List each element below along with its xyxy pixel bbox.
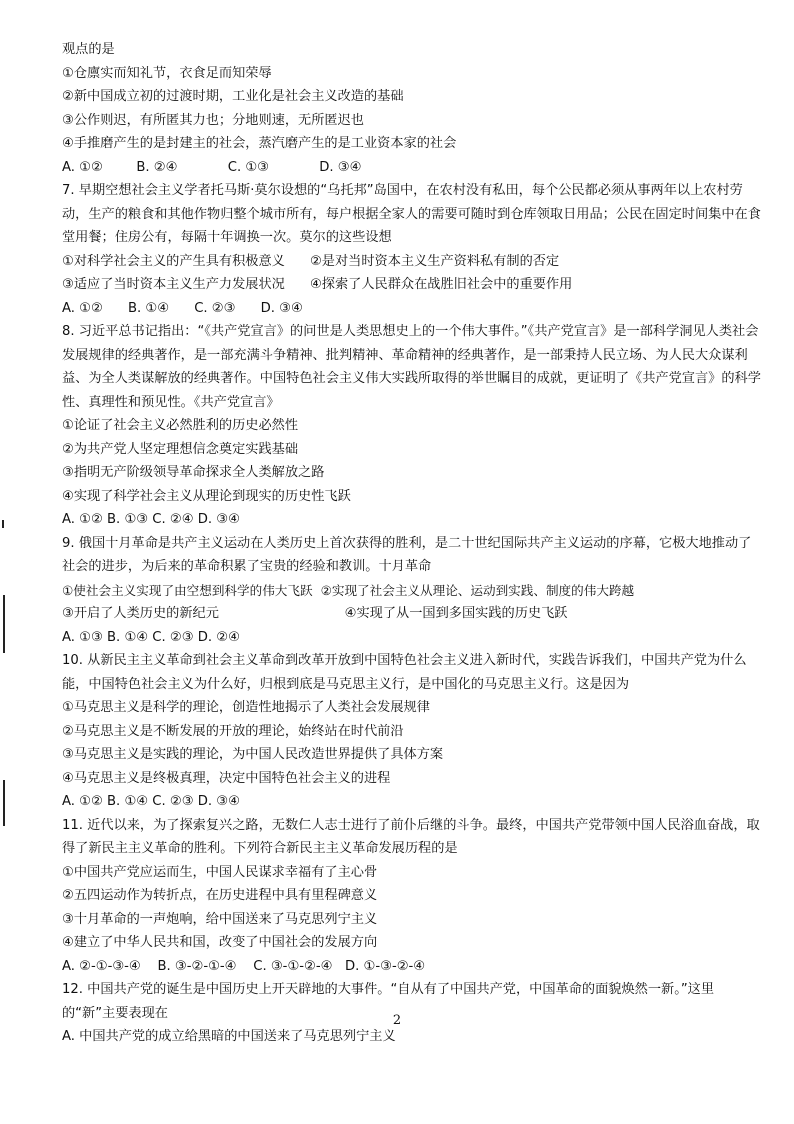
options-3-4: ③开启了人类历史的新纪元 ④实现了从一国到多国实践的历史飞跃: [62, 606, 568, 621]
options-1-2: ①对科学社会主义的产生具有积极意义 ②是对当时资本主义生产资料私有制的否定: [62, 253, 560, 269]
option-4: ④马克思主义是终极真理，决定中国特色社会主义的进程: [62, 770, 391, 786]
option-1: ①中国共产党应运而生，中国人民谋求幸福有了主心骨: [62, 864, 378, 880]
question-10: [62, 649, 762, 814]
answer-choices: A. ②-①-③-④ B. ③-②-①-④ C. ③-①-②-④ D. ①-③-②-④: [62, 958, 426, 974]
option-3: ③十月革命的一声炮响，给中国送来了马克思列宁主义: [62, 911, 378, 927]
option-1: ①仓廪实而知礼节，衣食足而知荣辱: [62, 65, 272, 81]
question-9: [62, 532, 762, 650]
question-stem: 11. 近代以来，为了探索复兴之路，无数仁人志士进行了前仆后继的斗争。最终，中国共产党带领中国人民浴血奋战，取得了新民主主义革命的胜利。下列符合新民主主义革命发展历程的是: [62, 817, 760, 856]
question-stem: 9. 俄国十月革命是共产主义运动在人类历史上首次获得的胜利，是二十世纪国际共产主义运动的序幕，它极大地推动了社会的进步，为后来的革命积累了宝贵的经验和教训。十月革命: [62, 535, 752, 574]
question-stem: 7. 早期空想社会主义学者托马斯·莫尔设想的“乌托邦”岛国中，在农村没有私田，每个公民都必须从事两年以上农村劳动，生产的粮食和其他作物归整个城市所有，每户根据全家人的需要可随时到仓库领取日用品；公民在固定时间集中在食堂用餐；住房公有，每隔十年调换一次。莫尔的这些设想: [62, 183, 761, 245]
question-stem: 观点的是: [62, 42, 115, 57]
page-number: 2: [392, 1013, 402, 1028]
question-7: [62, 179, 762, 320]
option-4: ④手推磨产生的是封建主的社会，蒸汽磨产生的是工业资本家的社会: [62, 136, 457, 151]
answer-choices: A. ①② B. ①④ C. ②③ D. ③④: [62, 300, 303, 316]
option-3: ③公作则迟，有所匿其力也；分地则速，无所匿迟也: [62, 112, 364, 128]
option-2: ②马克思主义是不断发展的开放的理论，始终站在时代前沿: [62, 723, 404, 739]
option-1: ①论证了社会主义必然胜利的历史必然性: [62, 418, 299, 433]
question-stem: 10. 从新民主主义革命到社会主义革命到改革开放到中国特色社会主义进入新时代，实践告诉我们，中国共产党为什么能，中国特色社会主义为什么好，归根到底是马克思主义行，是中国化的马克思主义行。这是因为: [62, 653, 747, 692]
question-content: [62, 38, 762, 1049]
question-stem: 12. 中国共产党的诞生是中国历史上开天辟地的大事件。“自从有了中国共产党，中国革命的面貌焕然一新。”这里的“新”主要表现在: [62, 982, 715, 1021]
scan-mark: [2, 520, 4, 528]
option-4: ④实现了科学社会主义从理论到现实的历史性飞跃: [62, 488, 351, 504]
options-1-2: ①使社会主义实现了由空想到科学的伟大飞跃 ②实现了社会主义从理论、运动到实践、制度的伟大跨越: [62, 582, 635, 598]
answer-choices: A. ①② B. ①④ C. ②③ D. ③④: [62, 794, 240, 809]
option-a: A. 中国共产党的成立给黑暗的中国送来了马克思列宁主义: [62, 1029, 396, 1044]
option-1: ①马克思主义是科学的理论，创造性地揭示了人类社会发展规律: [62, 700, 430, 715]
question-stem: 8. 习近平总书记指出：“《共产党宣言》的问世是人类思想史上的一个伟大事件。”《共产党宣言》是一部科学洞见人类社会发展规律的经典著作，是一部充满斗争精神、批判精神、革命精神的经典著作，是一部秉持人民立场、为人民大众谋利益、为全人类谋解放的经典著作。中国特色社会主义伟大实践所取得的举世瞩目的成就，更证明了《共产党宣言》的科学性、真理性和预见性。《共产党宣言》: [62, 324, 761, 410]
option-2: ②为共产党人坚定理想信念奠定实践基础: [62, 441, 299, 457]
answer-choices: A. ①② B. ①③ C. ②④ D. ③④: [62, 512, 240, 527]
option-3: ③指明无产阶级领导革命探求全人类解放之路: [62, 465, 325, 480]
question-8: [62, 320, 762, 532]
option-2: ②新中国成立初的过渡时期，工业化是社会主义改造的基础: [62, 89, 404, 104]
options-3-4: ③适应了当时资本主义生产力发展状况 ④探索了人民群众在战胜旧社会中的重要作用: [62, 277, 573, 292]
option-4: ④建立了中华人民共和国，改变了中国社会的发展方向: [62, 935, 378, 950]
answer-choices: A. ①③ B. ①④ C. ②③ D. ②④: [62, 629, 240, 645]
question-11: [62, 814, 762, 979]
scan-mark: [3, 595, 5, 653]
answer-choices: A. ①② B. ②④ C. ①③ D. ③④: [62, 159, 362, 175]
scan-mark: [3, 780, 5, 826]
question-6-tail: [62, 38, 762, 179]
option-3: ③马克思主义是实践的理论，为中国人民改造世界提供了具体方案: [62, 747, 444, 762]
option-2: ②五四运动作为转折点，在历史进程中具有里程碑意义: [62, 888, 378, 903]
